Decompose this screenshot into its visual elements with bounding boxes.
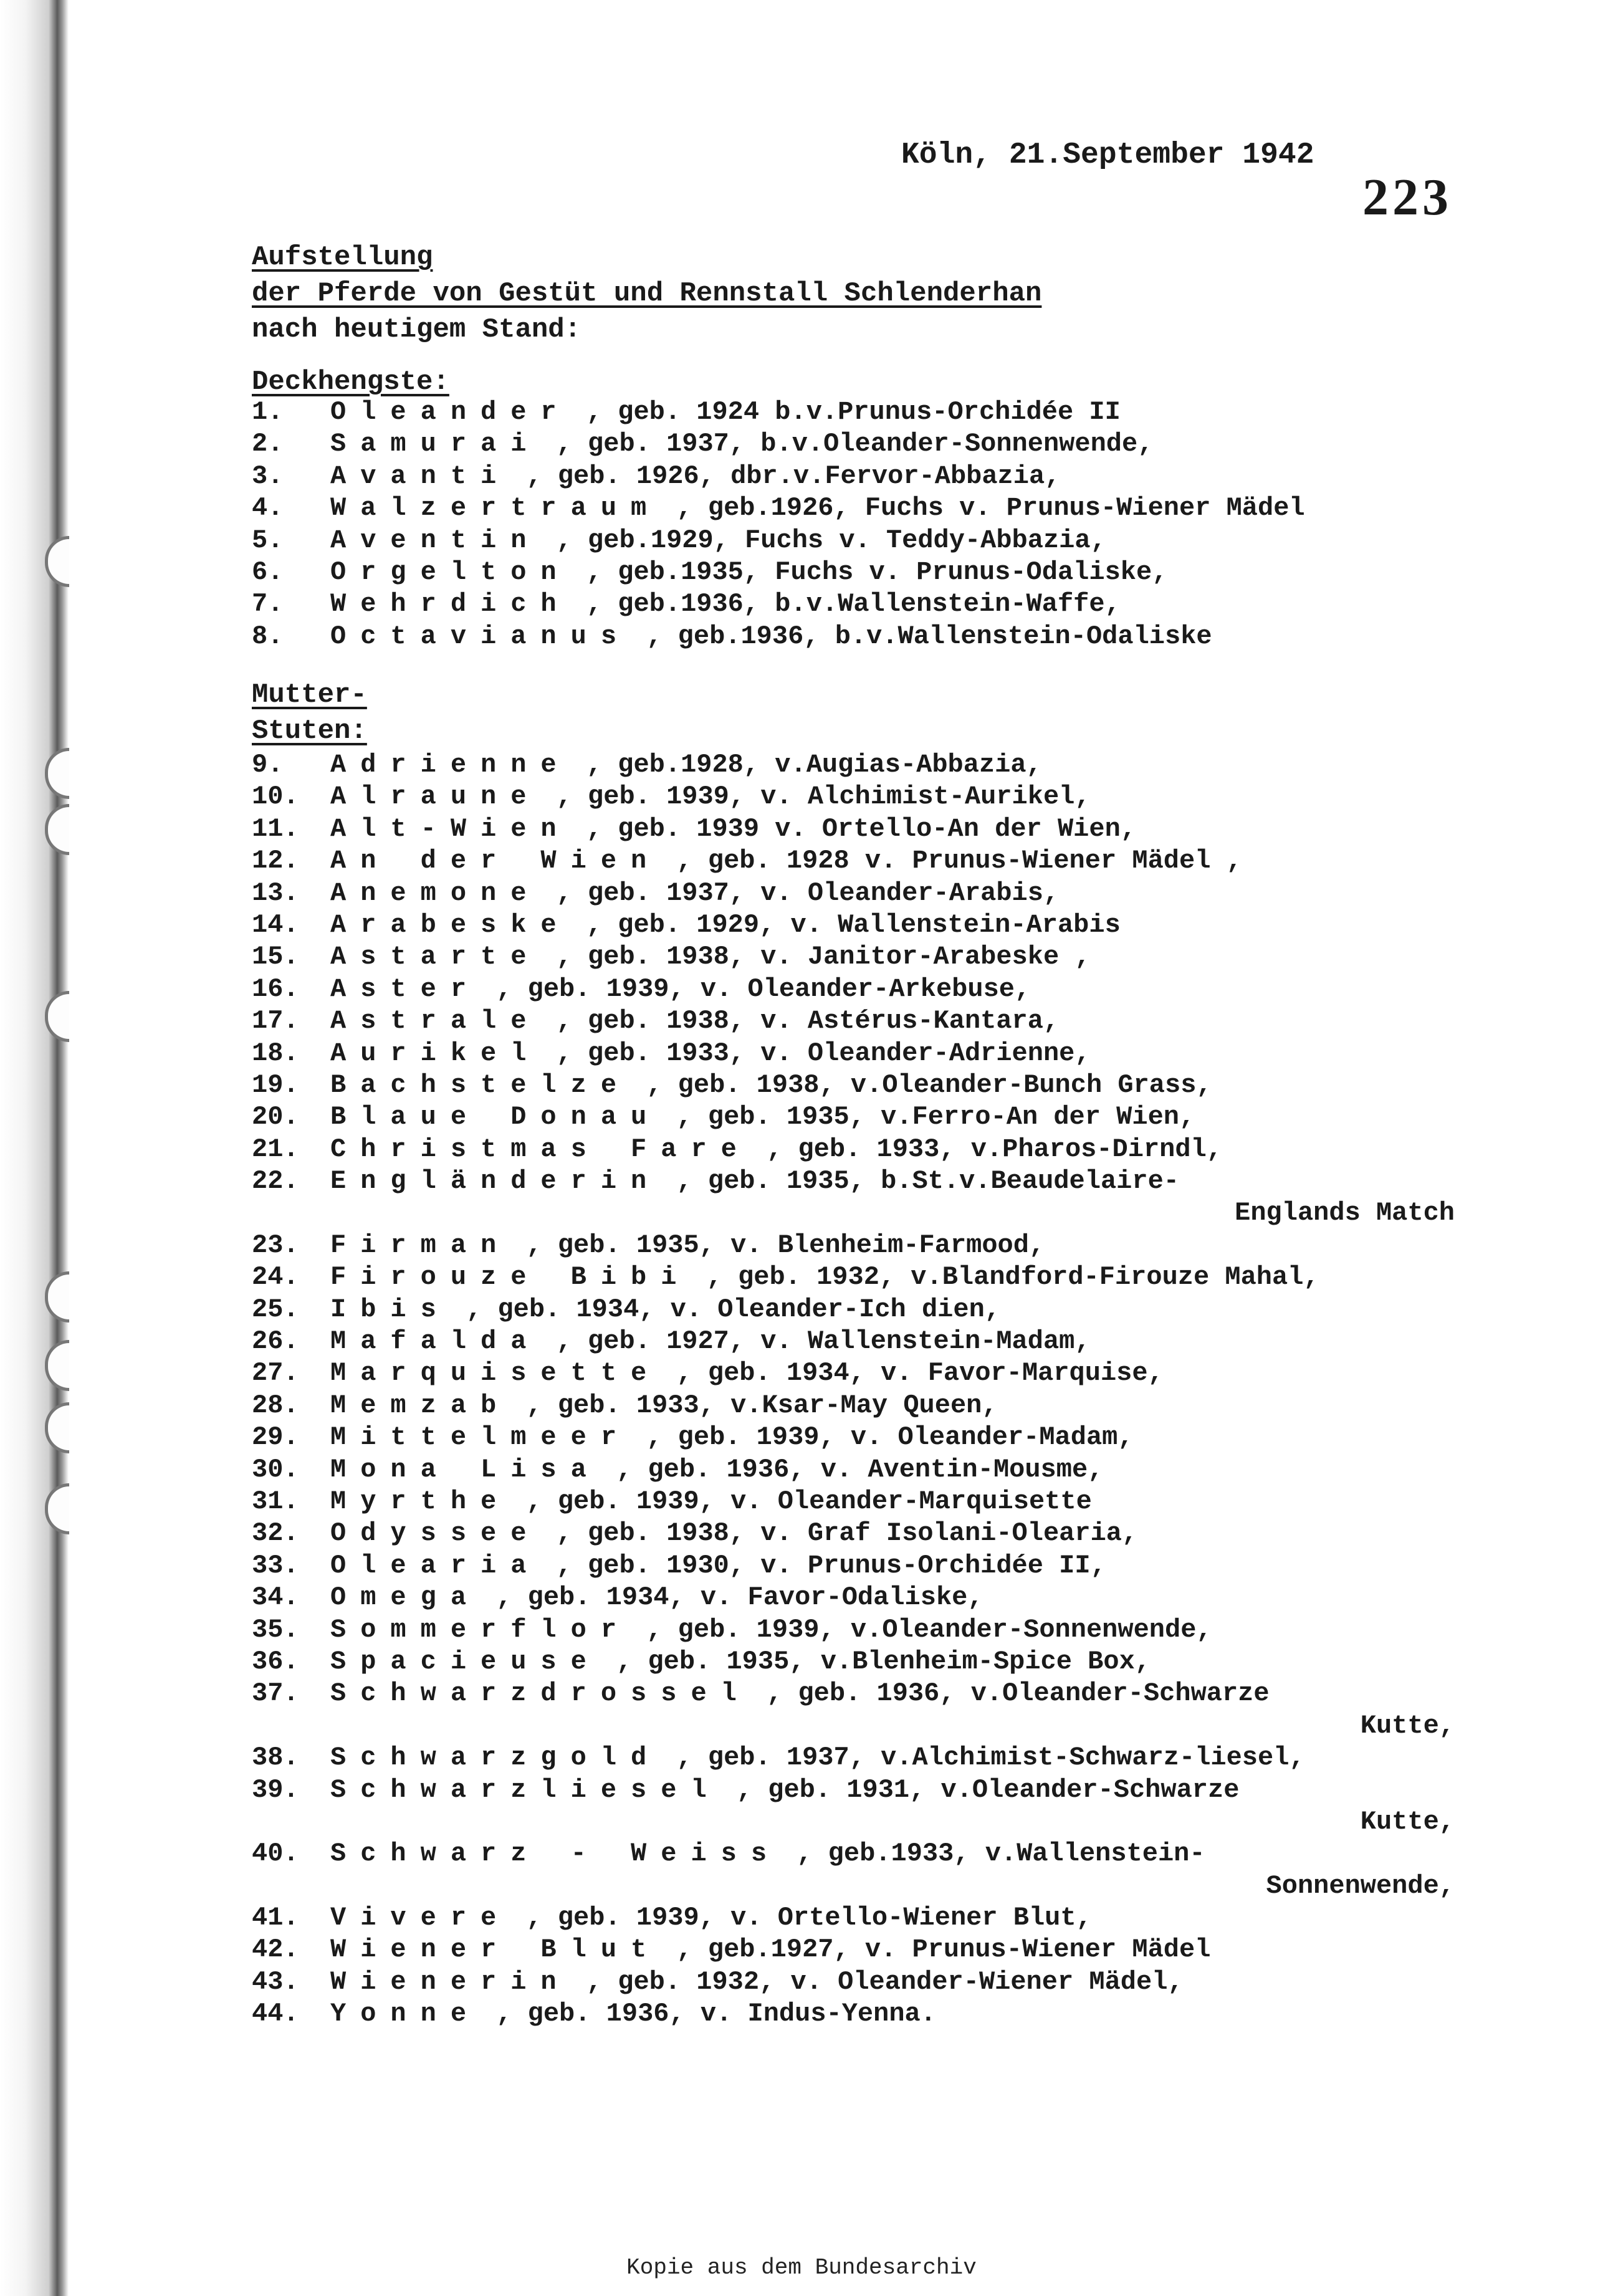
horse-name: Spacieuse — [330, 1646, 601, 1677]
horse-name: Odyssee — [330, 1518, 541, 1549]
mares-heading-line-1: Mutter- — [252, 679, 367, 710]
item-number: 7. — [252, 589, 284, 619]
item-number: 32. — [252, 1518, 299, 1549]
item-number: 20. — [252, 1102, 299, 1132]
horse-name: Firouze Bibi — [330, 1262, 691, 1293]
horse-details: , geb. 1936, v. Indus-Yenna. — [481, 1999, 936, 2029]
horse-name: Ibis — [330, 1294, 451, 1324]
horse-details: , geb. 1938, v.Oleander-Bunch Grass, — [631, 1069, 1212, 1100]
horse-name: Alraune — [330, 782, 541, 812]
binding-edge — [0, 0, 69, 2296]
horse-name: Mittelmeer — [330, 1422, 631, 1453]
list-item — [252, 1646, 1567, 1678]
list-item — [252, 525, 1567, 557]
continuation-line: Sonnenwende, — [1266, 1870, 1455, 1901]
list-item — [252, 1454, 1567, 1486]
item-number: 3. — [252, 461, 284, 491]
list-item — [252, 1326, 1567, 1357]
horse-details: , geb. 1936, v. Aventin-Mousme, — [600, 1454, 1104, 1485]
list-item — [252, 973, 1567, 1005]
horse-details: , geb. 1938, v. Graf Isolani-Olearia, — [540, 1518, 1138, 1549]
item-number: 38. — [252, 1743, 299, 1773]
item-number: 10. — [252, 782, 299, 812]
item-number: 30. — [252, 1454, 299, 1485]
list-item — [252, 1069, 1567, 1101]
item-number: 37. — [252, 1678, 299, 1709]
stallions-heading: Deckhengste: — [252, 366, 449, 398]
item-number: 4. — [252, 493, 284, 524]
horse-name: Astarte — [330, 942, 541, 972]
list-item — [252, 1422, 1567, 1453]
horse-name: Astrale — [330, 1006, 541, 1036]
horse-name: Walzertraum — [330, 493, 661, 524]
item-number: 29. — [252, 1422, 299, 1453]
list-item — [252, 941, 1567, 973]
horse-name: An der Wien — [330, 846, 661, 876]
horse-name: Aster — [330, 973, 481, 1004]
list-item — [252, 1902, 1567, 1934]
horse-details: , geb. 1939, v.Oleander-Sonnenwende, — [631, 1614, 1212, 1645]
horse-name: Firman — [330, 1230, 511, 1260]
horse-name: Mona Lisa — [330, 1454, 601, 1485]
item-number: 33. — [252, 1550, 299, 1581]
item-number: 41. — [252, 1903, 299, 1933]
horse-details: , geb. 1939, v. Oleander-Arkebuse, — [481, 973, 1031, 1004]
list-item — [252, 557, 1567, 588]
list-item — [252, 1101, 1567, 1133]
title-line-2: der Pferde von Gestüt und Rennstall Schlenderhan — [252, 278, 1042, 309]
horse-details: , geb. 1937, v. Oleander-Arabis, — [540, 878, 1060, 908]
horse-details: , geb. 1927, v. Wallenstein-Madam, — [540, 1326, 1091, 1357]
list-item — [252, 781, 1567, 813]
item-number: 12. — [252, 846, 299, 876]
list-item — [252, 1614, 1567, 1646]
item-number: 15. — [252, 942, 299, 972]
horse-details: , geb.1935, Fuchs v. Prunus-Odaliske, — [570, 557, 1168, 587]
list-item — [252, 845, 1567, 877]
item-number: 42. — [252, 1935, 299, 1965]
continuation-line: Kutte, — [1360, 1710, 1455, 1741]
list-item — [252, 1294, 1567, 1326]
list-item — [252, 428, 1567, 460]
horse-details: , geb. 1938, v. Astérus-Kantara, — [540, 1006, 1060, 1036]
horse-name: Oleander — [330, 397, 571, 427]
document-title — [252, 239, 1041, 348]
item-number: 28. — [252, 1390, 299, 1420]
horse-name: Bachstelze — [330, 1069, 631, 1100]
horse-name: Wiener Blut — [330, 1935, 661, 1965]
item-number: 25. — [252, 1294, 299, 1324]
list-item — [252, 878, 1567, 909]
list-item — [252, 1550, 1567, 1582]
item-number: 35. — [252, 1614, 299, 1645]
horse-details: , geb. 1939, v. Oleander-Madam, — [631, 1422, 1134, 1453]
title-line-3: nach heutigem Stand: — [252, 314, 581, 345]
horse-name: Christmas Fare — [330, 1134, 751, 1164]
horse-details: , geb. 1929, v. Wallenstein-Arabis — [570, 909, 1121, 940]
horse-details: , geb. 1935, v.Blenheim-Spice Box, — [600, 1646, 1151, 1677]
item-number: 26. — [252, 1326, 299, 1357]
list-item — [252, 1678, 1567, 1710]
horse-details: , geb. 1928 v. Prunus-Wiener Mädel , — [661, 846, 1242, 876]
list-item — [252, 909, 1567, 941]
continuation-line: Englands Match — [1235, 1198, 1455, 1228]
item-number: 19. — [252, 1069, 299, 1100]
horse-name: Olearia — [330, 1550, 541, 1581]
list-item — [252, 749, 1567, 781]
item-number: 17. — [252, 1006, 299, 1036]
horse-name: Wienerin — [330, 1966, 571, 1997]
horse-details: , geb. 1935, v. Blenheim-Farmood, — [510, 1230, 1045, 1260]
item-number: 2. — [252, 429, 284, 459]
horse-details: , geb. 1934, v. Favor-Marquise, — [661, 1358, 1164, 1389]
list-item — [252, 1230, 1567, 1261]
list-item — [252, 461, 1567, 492]
item-number: 18. — [252, 1038, 299, 1068]
horse-details: , geb. 1939, v. Alchimist-Aurikel, — [540, 782, 1091, 812]
place-date: Köln, 21.September 1942 — [901, 138, 1314, 172]
stallions-list — [252, 396, 1567, 653]
list-item — [252, 1998, 1567, 2030]
item-number: 23. — [252, 1230, 299, 1260]
item-number: 13. — [252, 878, 299, 908]
item-number: 24. — [252, 1262, 299, 1293]
horse-details: , geb. 1932, v.Blandford-Firouze Mahal, — [691, 1262, 1319, 1293]
title-line-1: Aufstellung — [252, 242, 433, 273]
horse-name: Arabeske — [330, 909, 571, 940]
page-number: 223 — [1362, 168, 1452, 226]
list-item — [252, 1934, 1567, 1966]
horse-name: Anemone — [330, 878, 541, 908]
horse-details: , geb. 1934, v. Favor-Odaliske, — [481, 1582, 983, 1613]
horse-name: Aventin — [330, 525, 541, 555]
horse-name: Schwarzdrossel — [330, 1678, 751, 1709]
list-item — [252, 1582, 1567, 1614]
list-item — [252, 1774, 1567, 1806]
horse-details: , geb. 1931, v.Oleander-Schwarze — [720, 1774, 1240, 1805]
item-number: 11. — [252, 813, 299, 844]
horse-name: Engländerin — [330, 1166, 661, 1197]
list-item — [252, 1518, 1567, 1549]
horse-name: Alt-Wien — [330, 813, 571, 844]
horse-name: Adrienne — [330, 750, 571, 780]
item-number: 44. — [252, 1999, 299, 2029]
item-number: 14. — [252, 909, 299, 940]
horse-name: Orgelton — [330, 557, 571, 587]
horse-details: , geb. 1930, v. Prunus-Orchidée II, — [540, 1550, 1106, 1581]
horse-name: Mafalda — [330, 1326, 541, 1357]
list-item — [252, 1966, 1567, 1998]
horse-details: , geb.1926, Fuchs v. Prunus-Wiener Mädel — [661, 493, 1305, 524]
horse-name: Memzab — [330, 1390, 511, 1420]
item-number: 34. — [252, 1582, 299, 1613]
item-number: 22. — [252, 1166, 299, 1197]
list-item — [252, 813, 1567, 845]
horse-name: Omega — [330, 1582, 481, 1613]
item-number: 27. — [252, 1358, 299, 1389]
horse-name: Avanti — [330, 461, 511, 491]
list-item — [252, 621, 1567, 653]
horse-name: Samurai — [330, 429, 541, 459]
horse-details: , geb. 1937, v.Alchimist-Schwarz-liesel, — [661, 1743, 1305, 1773]
horse-details: , geb.1929, Fuchs v. Teddy-Abbazia, — [540, 525, 1106, 555]
horse-name: Blaue Donau — [330, 1102, 661, 1132]
item-number: 31. — [252, 1486, 299, 1516]
list-item — [252, 1134, 1567, 1165]
horse-details: , geb.1936, b.v.Wallenstein-Odaliske — [631, 621, 1212, 651]
horse-name: Schwarz - Weiss — [330, 1839, 782, 1869]
horse-name: Octavianus — [330, 621, 631, 651]
list-item — [252, 1486, 1567, 1518]
horse-details: , geb. 1936, v.Oleander-Schwarze — [750, 1678, 1270, 1709]
horse-details: , geb.1936, b.v.Wallenstein-Waffe, — [570, 589, 1121, 619]
item-number: 1. — [252, 397, 284, 427]
horse-details: , geb. 1926, dbr.v.Fervor-Abbazia, — [510, 461, 1061, 491]
item-number: 43. — [252, 1966, 299, 1997]
item-number: 8. — [252, 621, 284, 651]
item-number: 9. — [252, 750, 284, 780]
horse-name: Aurikel — [330, 1038, 541, 1068]
horse-details: , geb. 1924 b.v.Prunus-Orchidée II — [570, 397, 1121, 427]
horse-details: , geb. 1937, b.v.Oleander-Sonnenwende, — [540, 429, 1154, 459]
horse-details: , geb. 1939 v. Ortello-An der Wien, — [570, 813, 1136, 844]
horse-details: , geb. 1932, v. Oleander-Wiener Mädel, — [570, 1966, 1184, 1997]
mares-heading — [252, 677, 367, 749]
horse-details: , geb. 1938, v. Janitor-Arabeske , — [540, 942, 1091, 972]
list-item — [252, 1838, 1567, 1870]
item-number: 16. — [252, 973, 299, 1004]
item-number: 40. — [252, 1839, 299, 1869]
horse-name: Vivere — [330, 1903, 511, 1933]
item-number: 36. — [252, 1646, 299, 1677]
horse-details: , geb. 1935, b.St.v.Beaudelaire- — [661, 1166, 1179, 1197]
horse-details: , geb. 1939, v. Ortello-Wiener Blut, — [510, 1903, 1092, 1933]
horse-name: Schwarzgold — [330, 1743, 661, 1773]
horse-details: , geb.1933, v.Wallenstein- — [781, 1839, 1205, 1869]
item-number: 6. — [252, 557, 284, 587]
list-item — [252, 492, 1567, 524]
continuation-line: Kutte, — [1360, 1806, 1455, 1837]
mares-list — [252, 749, 1567, 2031]
list-item — [252, 396, 1567, 428]
list-item — [252, 1390, 1567, 1422]
horse-name: Sommerflor — [330, 1614, 631, 1645]
list-item — [252, 1261, 1567, 1293]
horse-details: , geb. 1933, v.Pharos-Dirndl, — [750, 1134, 1222, 1164]
horse-details: , geb. 1933, v. Oleander-Adrienne, — [540, 1038, 1091, 1068]
horse-details: , geb. 1933, v.Ksar-May Queen, — [510, 1390, 998, 1420]
list-item — [252, 1742, 1567, 1774]
horse-name: Schwarzliesel — [330, 1774, 721, 1805]
mares-heading-line-2: Stuten: — [252, 715, 367, 747]
horse-details: , geb. 1934, v. Oleander-Ich dien, — [450, 1294, 1000, 1324]
list-item — [252, 1005, 1567, 1037]
horse-name: Wehrdich — [330, 589, 571, 619]
item-number: 21. — [252, 1134, 299, 1164]
list-item — [252, 1038, 1567, 1069]
horse-details: , geb. 1939, v. Oleander-Marquisette — [510, 1486, 1092, 1516]
horse-details: , geb.1927, v. Prunus-Wiener Mädel — [661, 1935, 1211, 1965]
item-number: 5. — [252, 525, 284, 555]
item-number: 39. — [252, 1774, 299, 1805]
horse-name: Yonne — [330, 1999, 481, 2029]
horse-name: Marquisette — [330, 1358, 661, 1389]
archive-footer: Kopie aus dem Bundesarchiv — [626, 2255, 977, 2280]
horse-details: , geb.1928, v.Augias-Abbazia, — [570, 750, 1042, 780]
list-item — [252, 1165, 1567, 1197]
list-item — [252, 588, 1567, 620]
horse-details: , geb. 1935, v.Ferro-An der Wien, — [661, 1102, 1195, 1132]
horse-name: Myrthe — [330, 1486, 511, 1516]
list-item — [252, 1357, 1567, 1389]
